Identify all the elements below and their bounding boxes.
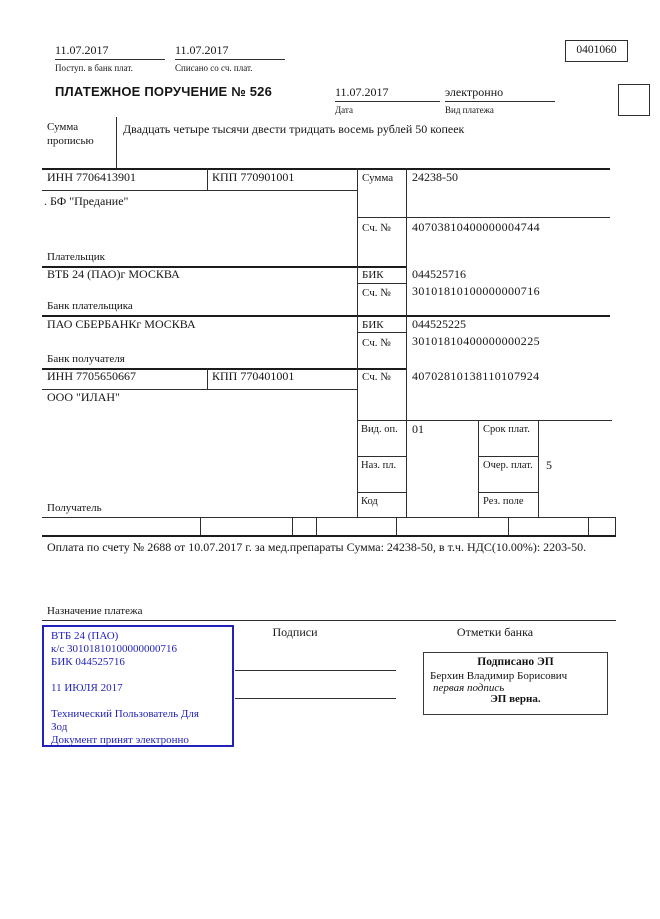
payee-bank-label: Банк получателя bbox=[47, 353, 125, 365]
payment-kind-label: Вид платежа bbox=[445, 105, 494, 115]
payer-inn: ИНН 7706413901 bbox=[47, 170, 136, 184]
electronic-signature-box bbox=[423, 652, 608, 715]
rule bbox=[357, 492, 406, 493]
rule bbox=[357, 456, 406, 457]
form-code: 0401060 bbox=[576, 44, 617, 56]
rule bbox=[55, 59, 165, 60]
signature-line-2 bbox=[235, 698, 396, 699]
received-in-bank-date: 11.07.2017 bbox=[55, 43, 109, 57]
rule bbox=[588, 517, 589, 535]
rule bbox=[175, 59, 285, 60]
payee-bank-name: ПАО СБЕРБАНКг МОСКВА bbox=[47, 317, 196, 331]
amount-words-label-2: прописью bbox=[47, 135, 94, 147]
stamp-spacer bbox=[51, 695, 232, 708]
date-label: Дата bbox=[335, 105, 353, 115]
payee-label: Получатель bbox=[47, 502, 102, 514]
bank-marks-label: Отметки банка bbox=[456, 625, 534, 639]
code-label: Код bbox=[361, 496, 378, 507]
rule bbox=[406, 168, 407, 517]
payer-bank-name: ВТБ 24 (ПАО)г МОСКВА bbox=[47, 267, 180, 281]
stamp-user-line-2: Зод bbox=[51, 721, 68, 733]
rule bbox=[357, 168, 358, 517]
rule bbox=[207, 168, 208, 190]
signatures-label: Подписи bbox=[272, 625, 318, 639]
stamp-bik: БИК 044525716 bbox=[51, 656, 125, 668]
sum-label: Сумма bbox=[362, 172, 394, 184]
document-title: ПЛАТЕЖНОЕ ПОРУЧЕНИЕ № 526 bbox=[55, 84, 273, 99]
amount-in-words: Двадцать четыре тысячи двести тридцать восемь рублей 50 копеек bbox=[123, 122, 465, 136]
rule bbox=[292, 517, 293, 535]
stamp-accepted: Документ принят электронно bbox=[51, 734, 189, 746]
op-kind-value: 01 bbox=[412, 422, 424, 436]
rule bbox=[42, 620, 616, 621]
pay-order-label: Очер. плат. bbox=[483, 460, 533, 471]
rule bbox=[357, 332, 406, 333]
pay-order-value: 5 bbox=[546, 458, 552, 472]
debited-date: 11.07.2017 bbox=[175, 43, 229, 57]
payer-name: . БФ "Предание" bbox=[44, 194, 129, 208]
stamp-date: 11 ИЮЛЯ 2017 bbox=[51, 682, 123, 694]
payer-bank-bik-label: БИК bbox=[362, 269, 384, 281]
status-checkbox bbox=[618, 84, 650, 116]
rule bbox=[445, 101, 555, 102]
amount-words-label-1: Сумма bbox=[47, 121, 79, 133]
payer-bank-account-label: Сч. № bbox=[362, 287, 391, 299]
payee-bank-bik-label: БИК bbox=[362, 319, 384, 331]
payment-purpose-label: Назначение платежа bbox=[47, 605, 143, 617]
payee-account-label: Сч. № bbox=[362, 371, 391, 383]
rule bbox=[316, 517, 317, 535]
reserve-field-label: Рез. поле bbox=[483, 496, 524, 507]
payment-kind-value: электронно bbox=[445, 85, 504, 99]
rule bbox=[335, 101, 440, 102]
payee-bank-account-value: 30101810400000000225 bbox=[412, 334, 540, 348]
payee-inn: ИНН 7705650667 bbox=[47, 369, 136, 383]
rule bbox=[357, 283, 406, 284]
rule bbox=[615, 517, 616, 535]
payer-account-value: 40703810400000004744 bbox=[412, 220, 540, 234]
payer-kpp: КПП 770901001 bbox=[212, 170, 295, 184]
payer-account-label: Сч. № bbox=[362, 222, 391, 234]
form-code-box bbox=[565, 40, 628, 62]
rule bbox=[116, 117, 117, 168]
payer-bank-account-value: 30101810100000000716 bbox=[412, 284, 540, 298]
debited-label: Списано со сч. плат. bbox=[175, 63, 253, 73]
payee-name: ООО "ИЛАН" bbox=[47, 390, 120, 404]
rule bbox=[396, 517, 397, 535]
signer-name: Берхин Владимир Борисович bbox=[430, 670, 568, 682]
payee-bank-account-label: Сч. № bbox=[362, 337, 391, 349]
received-in-bank-label: Поступ. в банк плат. bbox=[55, 63, 133, 73]
payer-bank-bik-value: 044525716 bbox=[412, 267, 466, 281]
payer-bank-label: Банк плательщика bbox=[47, 300, 133, 312]
stamp-corr-account: к/с 30101810100000000716 bbox=[51, 643, 178, 655]
payer-label: Плательщик bbox=[47, 251, 105, 263]
esign-valid-text: ЭП верна. bbox=[490, 693, 541, 705]
rule bbox=[478, 456, 538, 457]
rule bbox=[538, 420, 539, 517]
payee-account-value: 40702810138110107924 bbox=[412, 369, 540, 383]
stamp-bank-name: ВТБ 24 (ПАО) bbox=[51, 630, 119, 642]
document-date: 11.07.2017 bbox=[335, 85, 389, 99]
op-kind-label: Вид. оп. bbox=[361, 424, 398, 435]
rule bbox=[42, 190, 357, 191]
stamp-spacer bbox=[51, 669, 232, 682]
rule bbox=[200, 517, 201, 535]
signed-esign-title: Подписано ЭП bbox=[477, 656, 554, 668]
purpose-code-label: Наз. пл. bbox=[361, 460, 397, 471]
rule bbox=[42, 535, 616, 537]
stamp-user-line-1: Технический Пользователь Для bbox=[51, 708, 199, 720]
rule bbox=[42, 517, 616, 518]
payee-kpp: КПП 770401001 bbox=[212, 369, 295, 383]
rule bbox=[508, 517, 509, 535]
signature-line-1 bbox=[235, 670, 396, 671]
rule bbox=[478, 492, 538, 493]
pay-term-label: Срок плат. bbox=[483, 424, 530, 435]
bank-stamp bbox=[42, 625, 234, 747]
rule bbox=[357, 217, 610, 218]
rule bbox=[357, 420, 612, 421]
payment-purpose-text: Оплата по счету № 2688 от 10.07.2017 г. за мед.препараты Сумма: 24238-50, в т.ч. НДС(10.00%): 2203-50. bbox=[47, 540, 587, 554]
sum-value: 24238-50 bbox=[412, 170, 458, 184]
rule bbox=[478, 420, 479, 517]
signature-type: первая подпись bbox=[433, 682, 505, 694]
rule bbox=[207, 368, 208, 389]
payee-bank-bik-value: 044525225 bbox=[412, 317, 466, 331]
